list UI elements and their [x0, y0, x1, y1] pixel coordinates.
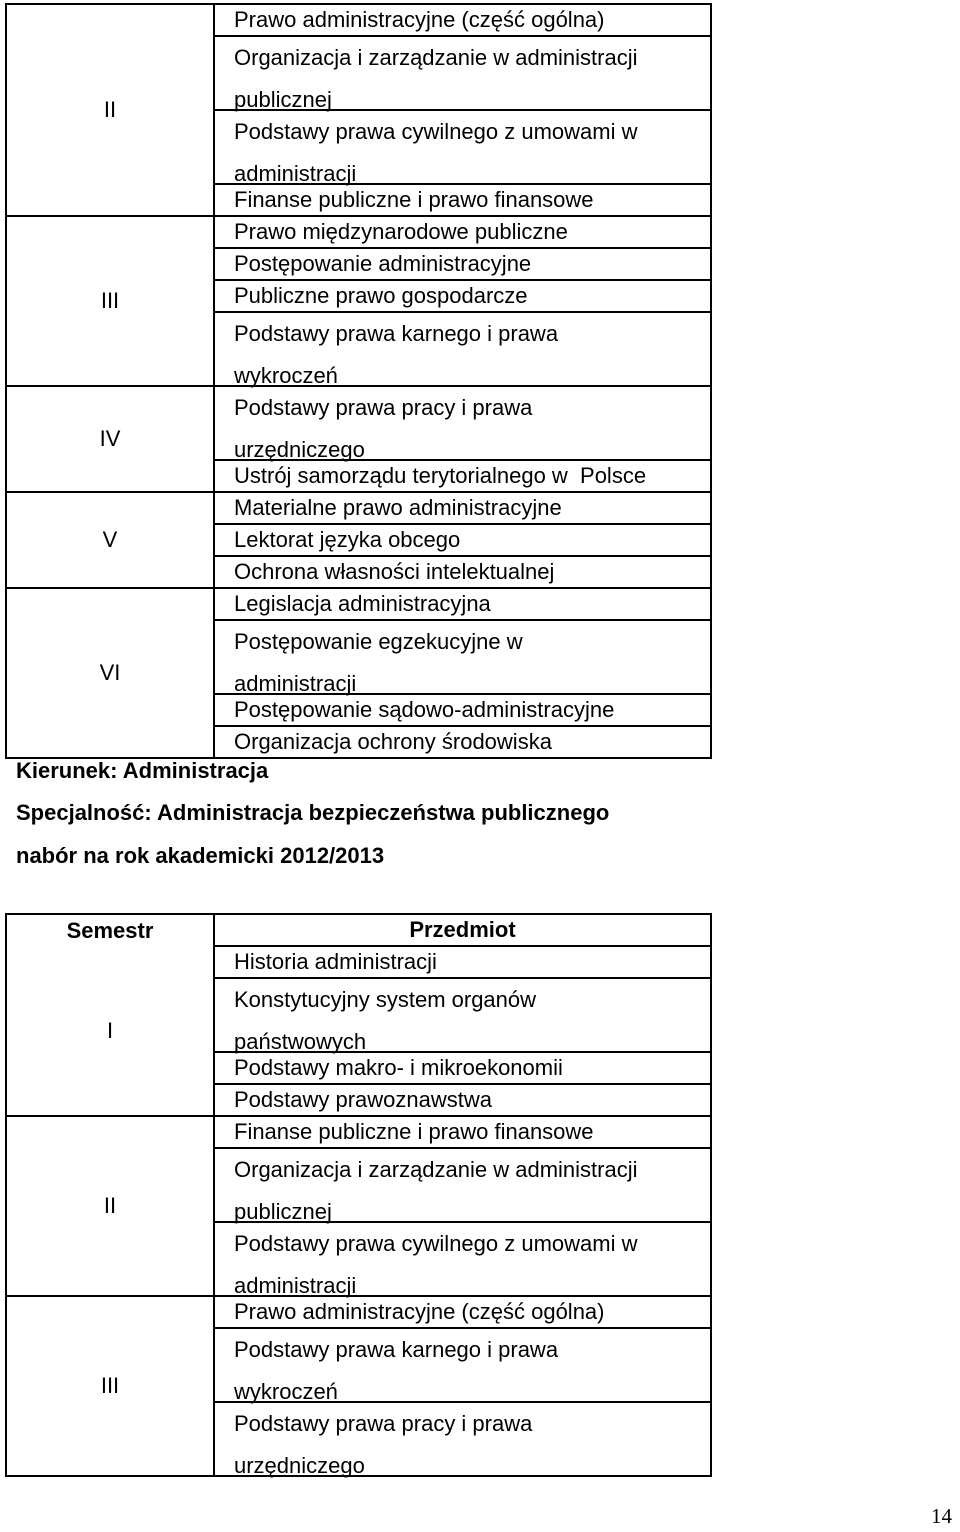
subject-line: Historia administracji	[215, 947, 710, 979]
semester-group	[6, 946, 711, 1116]
subject-line	[215, 1329, 710, 1403]
subject-text: Organizacja i zarządzanie w administracji publicznej	[234, 1157, 638, 1224]
subject-line: Organizacja ochrony środowiska	[234, 729, 552, 754]
subject-line	[215, 313, 710, 388]
semester-group	[6, 4, 711, 216]
semester-cell: II	[6, 1116, 214, 1296]
subject-line: Prawo międzynarodowe publiczne	[215, 217, 710, 249]
subject-line: Prawo administracyjne (część ogólna)	[215, 5, 710, 37]
page-number: 14	[931, 1504, 952, 1528]
field-of-study: Kierunek: Administracja	[16, 758, 269, 783]
subject-line: Podstawy prawoznawstwa	[234, 1087, 493, 1112]
subject-line: Legislacja administracyjna	[215, 589, 710, 621]
subject-line	[215, 1223, 710, 1298]
subject-line	[215, 1403, 710, 1478]
subject-text: Podstawy prawa cywilnego z umowami w administracji	[234, 119, 638, 186]
subject-line: Prawo administracyjne (część ogólna)	[215, 1297, 710, 1329]
header-subject: Przedmiot	[214, 914, 711, 946]
subject-line: Postępowanie administracyjne	[215, 249, 710, 281]
subject-text: Podstawy prawa pracy i prawa urzędniczego	[234, 395, 533, 462]
subject-line	[215, 387, 710, 461]
subject-text: Postępowanie egzekucyjne w administracji	[234, 629, 523, 696]
subjects-cell	[214, 588, 711, 758]
subject-line	[215, 111, 710, 185]
semester-cell: V	[6, 492, 214, 588]
subject-line: Ochrona własności intelektualnej	[234, 559, 555, 584]
subject-line: Podstawy makro- i mikroekonomii	[215, 1053, 710, 1085]
subject-line	[215, 1149, 710, 1223]
curriculum-table-2	[5, 913, 712, 1477]
subjects-cell	[214, 4, 711, 216]
semester-cell: III	[6, 216, 214, 386]
enrollment-year: nabór na rok akademicki 2012/2013	[16, 843, 385, 868]
subject-text: Organizacja i zarządzanie w administracji publicznej	[234, 45, 638, 112]
subject-line: Finanse publiczne i prawo finansowe	[234, 187, 594, 212]
subject-line: Materialne prawo administracyjne	[215, 493, 710, 525]
semester-group	[6, 386, 711, 492]
semester-cell: IV	[6, 386, 214, 492]
subject-line: Publiczne prawo gospodarcze	[215, 281, 710, 313]
subjects-cell	[214, 1296, 711, 1476]
semester-group	[6, 1296, 711, 1476]
subject-text: Konstytucyjny system organów państwowych	[234, 987, 537, 1054]
subject-text: Podstawy prawa cywilnego z umowami w administracji	[234, 1231, 638, 1298]
semester-group	[6, 588, 711, 758]
subject-text: Podstawy prawa karnego i prawa wykroczeń	[234, 1337, 559, 1404]
semester-group	[6, 216, 711, 386]
subjects-cell	[214, 946, 711, 1116]
subject-line	[215, 37, 710, 111]
subject-line: Ustrój samorządu terytorialnego w Polsce	[234, 463, 647, 488]
subject-line	[215, 621, 710, 695]
subjects-cell	[214, 1116, 711, 1296]
semester-cell: I	[6, 946, 214, 1116]
subject-line: Lektorat języka obcego	[215, 525, 710, 557]
specialization: Specjalność: Administracja bezpieczeństwa publicznego	[16, 800, 610, 825]
semester-cell: VI	[6, 588, 214, 758]
subjects-cell	[214, 216, 711, 386]
semester-group	[6, 492, 711, 588]
subject-text: Podstawy prawa karnego i prawa wykroczeń	[234, 321, 559, 388]
subject-line: Postępowanie sądowo-administracyjne	[215, 695, 710, 727]
semester-group	[6, 1116, 711, 1296]
subject-line	[215, 979, 710, 1053]
semester-cell: II	[6, 4, 214, 216]
header-row	[6, 914, 711, 946]
header-semester: Semestr	[6, 914, 214, 946]
subjects-cell	[214, 386, 711, 492]
subjects-cell	[214, 492, 711, 588]
semester-cell: III	[6, 1296, 214, 1476]
curriculum-table-1	[5, 3, 712, 759]
subject-text: Podstawy prawa pracy i prawa urzędniczego	[234, 1411, 533, 1478]
subject-line: Finanse publiczne i prawo finansowe	[215, 1117, 710, 1149]
